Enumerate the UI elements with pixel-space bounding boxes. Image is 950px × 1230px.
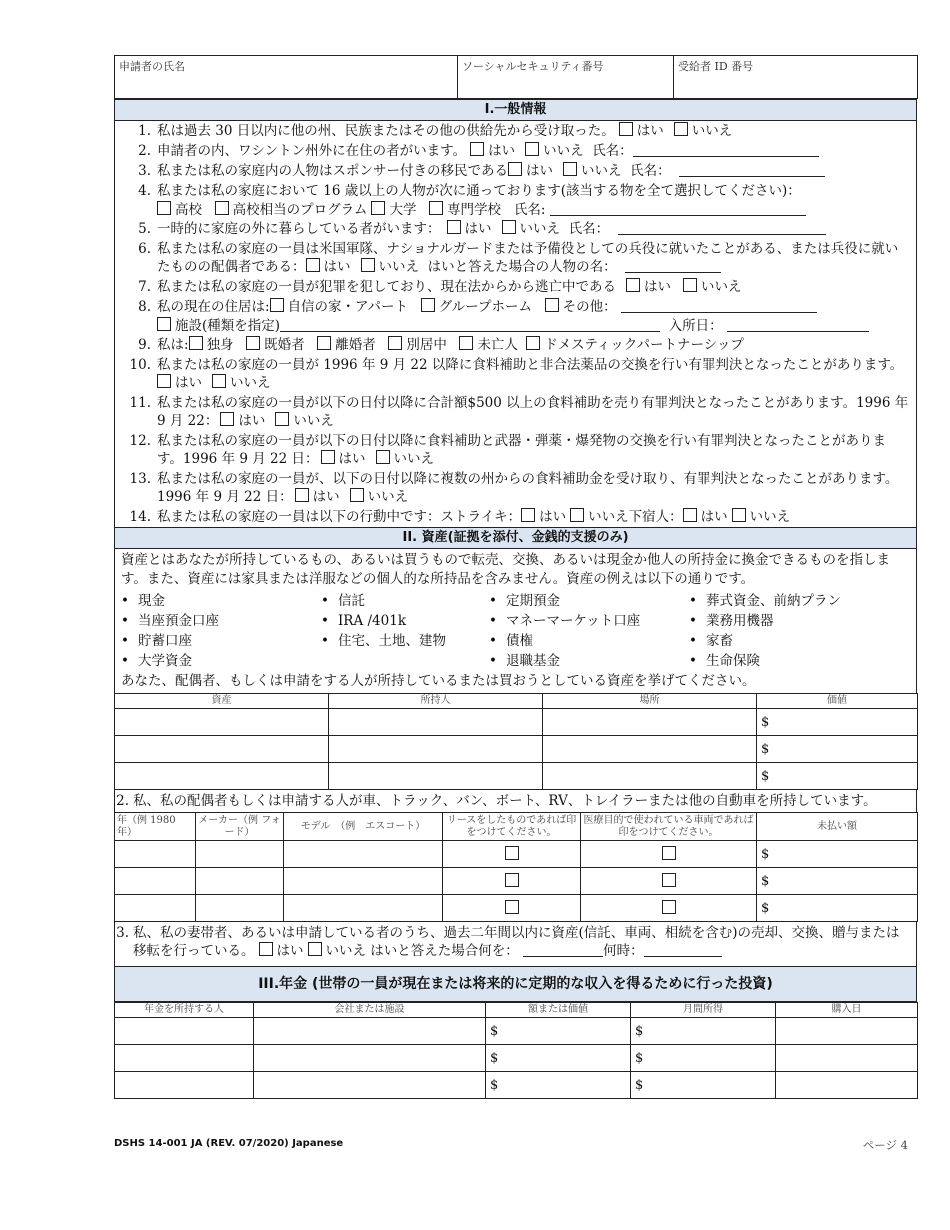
q12-no-checkbox[interactable] xyxy=(376,450,390,464)
question-2: 2. 申請者の内、ワシントン州外に在住の者がいます。 はい いいえ 氏名： xyxy=(115,141,916,161)
vehicle-row: $ xyxy=(115,895,918,922)
col-monthly-income: 月間所得 xyxy=(631,1003,776,1018)
q14-strike-no-checkbox[interactable] xyxy=(570,508,584,522)
leased-checkbox[interactable] xyxy=(505,900,519,914)
medical-checkbox[interactable] xyxy=(662,900,676,914)
q9-married-checkbox[interactable] xyxy=(246,336,260,350)
asset-example-item: • 債権 xyxy=(489,631,689,651)
col-model: モデル （例 エスコート） xyxy=(284,813,443,841)
leased-checkbox[interactable] xyxy=(505,873,519,887)
pension-table xyxy=(114,1002,918,1099)
q4-univ-checkbox[interactable] xyxy=(371,201,385,215)
q11-yes-checkbox[interactable] xyxy=(220,412,234,426)
assets-intro: 資産とはあなたが所持しているもの、あるいは買うもので転売、交換、あるいは現金か他人の所持金に換金できるものを指します。また、資産には家具または洋服などの個人的な所持品を含みません。資産の例えは以下の通りです。 xyxy=(121,552,890,587)
asset-example-item: • 生命保険 xyxy=(689,651,910,671)
client-id-field[interactable]: 受給者 ID 番号 xyxy=(674,56,918,99)
question-3: 3. 私または私の家庭内の人物はスポンサー付きの移民である はい いいえ 氏名： xyxy=(115,161,916,181)
asset-example-item: • 退職基金 xyxy=(489,651,689,671)
applicant-name-field[interactable]: 申請者の氏名 xyxy=(115,56,458,99)
asset-example-item: • 信託 xyxy=(321,591,489,611)
q10-yes-checkbox[interactable] xyxy=(157,374,171,388)
q14-lodger-yes-checkbox[interactable] xyxy=(683,508,697,522)
assets-prompt: あなた、配偶者、もしくは申請をする人が所持しているまたは買おうとしている資産を挙げてください。 xyxy=(121,673,756,689)
q8-group-checkbox[interactable] xyxy=(421,298,435,312)
asset-row: $ xyxy=(115,763,918,790)
q3-no-checkbox[interactable] xyxy=(563,162,577,176)
pension-row: $ $ xyxy=(115,1045,918,1072)
vehicle-row: $ xyxy=(115,841,918,868)
q8-home-checkbox[interactable] xyxy=(270,298,284,312)
q3-transfer-no-checkbox[interactable] xyxy=(308,942,322,956)
q9-single-checkbox[interactable] xyxy=(189,336,203,350)
q9-divorced-checkbox[interactable] xyxy=(317,336,331,350)
q5-name-line[interactable] xyxy=(618,222,826,235)
q4-voc-checkbox[interactable] xyxy=(429,201,443,215)
q8-date-line[interactable] xyxy=(727,319,869,332)
transfer-question: 3. 私、私の妻帯者、あるいは申請している者のうち、過去二年間以内に資産(信託、車両、相続を含む)の売却、交換、贈与または移転を行っている。 はい いいえ はいと答えた場合何を： 何時： xyxy=(114,922,917,966)
q2-no-checkbox[interactable] xyxy=(525,142,539,156)
section-1-title: I.一般情報 xyxy=(114,99,917,121)
form-id: DSHS 14-001 JA (REV. 07/2020) Japanese xyxy=(114,1138,344,1149)
q13-no-checkbox[interactable] xyxy=(350,488,364,502)
q14-strike-yes-checkbox[interactable] xyxy=(521,508,535,522)
medical-checkbox[interactable] xyxy=(662,873,676,887)
asset-example-item: • 定期預金 xyxy=(489,591,689,611)
col-year: 年（例 1980 年） xyxy=(115,813,196,841)
question-4-options: 高校 高校相当のプログラム 大学 専門学校 氏名: xyxy=(115,201,916,219)
question-9: 9. 私は: 独身 既婚者 離婚者 別居中 未亡人 ドメスティックパートナーシップ xyxy=(138,337,744,353)
q6-yes-checkbox[interactable] xyxy=(306,258,320,272)
question-10: 10. 私または私の家庭の一員が 1996 年 9 月 22 以降に食料補助と非合法薬品の交換を行い有罪判決となったことがあります。はい いいえ xyxy=(129,357,904,391)
question-8: 8. 私の現在の住居は: 自信の家・アパート グループホーム その他： xyxy=(115,297,916,317)
q6-no-checkbox[interactable] xyxy=(361,258,375,272)
col-amount: 額または価値 xyxy=(486,1003,631,1018)
asset-row: $ xyxy=(115,736,918,763)
col-asset: 資産 xyxy=(115,694,329,709)
col-pension-holder: 年金を所持する人 xyxy=(115,1003,254,1018)
transfer-when-line[interactable] xyxy=(644,944,722,957)
transfer-what-line[interactable] xyxy=(523,944,603,957)
q8-facility-checkbox[interactable] xyxy=(157,317,171,331)
q3-yes-checkbox[interactable] xyxy=(508,162,522,176)
q8-facility-line[interactable] xyxy=(280,319,660,332)
section-1 xyxy=(114,121,917,527)
asset-example-item: • 家畜 xyxy=(689,631,910,651)
asset-example-item: • 住宅、土地、建物 xyxy=(321,631,489,651)
pension-row: $ $ xyxy=(115,1072,918,1099)
col-medical: 医療目的で使われている車両であれば印をつけてください。 xyxy=(581,813,757,841)
section-3-title: III.年金 (世帯の一員が現在または将来的に定期的な収入を得るために行った投資) xyxy=(114,966,917,1002)
question-14: 14. 私または私の家庭の一員は以下の行動中です：ストライキ： はい いいえ下宿人： はい いいえ xyxy=(129,509,791,525)
q7-yes-checkbox[interactable] xyxy=(626,278,640,292)
col-location: 場所 xyxy=(543,694,757,709)
page-number: ページ 4 xyxy=(862,1138,908,1152)
q9-dp-checkbox[interactable] xyxy=(526,336,540,350)
vehicle-row: $ xyxy=(115,868,918,895)
q9-widowed-checkbox[interactable] xyxy=(459,336,473,350)
medical-checkbox[interactable] xyxy=(662,846,676,860)
q1-yes-checkbox[interactable] xyxy=(619,122,633,136)
vehicle-question: 2. 私、私の配偶者もしくは申請する人が車、トラック、バン、ボート、RV、トレイラーまたは他の自動車を所持しています。 xyxy=(114,790,917,812)
applicant-header xyxy=(114,55,918,99)
col-owner: 所持人 xyxy=(329,694,543,709)
assets-table xyxy=(114,693,918,790)
question-5: 5. 一時的に家庭の外に暮らしている者がいます： はい いいえ 氏名： xyxy=(115,219,916,239)
col-make: メーカー（例 フォード） xyxy=(196,813,284,841)
question-12: 12. 私または私の家庭の一員が以下の日付以降に食料補助と武器・弾薬・爆発物の交換を行い有罪判決となったことがあります。1996 年 9 月 22 日： はい いいえ xyxy=(129,433,886,467)
asset-example-item: • マネーマーケット口座 xyxy=(489,611,689,631)
q13-yes-checkbox[interactable] xyxy=(295,488,309,502)
col-value: 価値 xyxy=(757,694,918,709)
col-owed: 未払い額 xyxy=(757,813,918,841)
q3-transfer-yes-checkbox[interactable] xyxy=(259,942,273,956)
q9-separated-checkbox[interactable] xyxy=(388,336,402,350)
asset-example-item: • 葬式資金、前納プラン xyxy=(689,591,910,611)
q12-yes-checkbox[interactable] xyxy=(321,450,335,464)
q7-no-checkbox[interactable] xyxy=(683,278,697,292)
q14-lodger-no-checkbox[interactable] xyxy=(732,508,746,522)
q4-high-checkbox[interactable] xyxy=(157,201,171,215)
q2-yes-checkbox[interactable] xyxy=(470,142,484,156)
q11-no-checkbox[interactable] xyxy=(275,412,289,426)
q8-other-line[interactable] xyxy=(621,300,817,313)
asset-row: $ xyxy=(115,709,918,736)
section-2 xyxy=(114,549,917,693)
question-8-facility: 施設(種類を指定) 入所日： xyxy=(115,317,916,335)
q5-yes-checkbox[interactable] xyxy=(447,220,461,234)
question-4: 4. 私または私の家庭において 16 歳以上の人物が次に通っております(該当する物を全て選択してください)： xyxy=(138,183,801,199)
question-1: 1. 私は過去 30 日以内に他の州、民族またはその他の供給先から受け取った。 はい いいえ xyxy=(138,123,733,139)
question-11: 11. 私または私の家庭の一員が以下の日付以降に合計額$500 以上の食料補助を売り有罪判決となったことがあります。1996 年 9 月 22： はい いいえ xyxy=(129,395,909,429)
asset-example-item: • IRA /401k xyxy=(321,611,489,631)
asset-example-item: • 大学資金 xyxy=(121,651,321,671)
ssn-field[interactable]: ソーシャルセキュリティ番号 xyxy=(458,56,674,99)
pension-row: $ $ xyxy=(115,1018,918,1045)
section-2-title: II. 資産(証拠を添付、金銭的支援のみ) xyxy=(114,527,917,549)
q8-other-checkbox[interactable] xyxy=(545,298,559,312)
question-6: 6. 私または私の家庭の一員は米国軍隊、ナショナルガードまたは予備役としての兵役に就いたことがある、または兵役に就いたものの配偶者である： はい いいえ はいと答えた場合の人物の名： xyxy=(138,241,899,275)
asset-examples xyxy=(115,591,916,671)
q6-name-line[interactable] xyxy=(625,260,721,273)
col-purchase-date: 購入日 xyxy=(776,1003,918,1018)
asset-example-item: • 貯蓄口座 xyxy=(121,631,321,651)
question-7: 7. 私または私の家庭の一員が犯罪を犯しており、現在法からから逃亡中である はい いいえ xyxy=(138,279,742,295)
asset-example-item: • 現金 xyxy=(121,591,321,611)
question-13: 13. 私または私の家庭の一員が、以下の日付以降に複数の州からの食料補助金を受け取り、有罪判決となったことがあります。1996 年 9 月 22 日： はい いいえ xyxy=(129,471,899,505)
q3-name-line[interactable] xyxy=(679,164,825,177)
q1-no-checkbox[interactable] xyxy=(674,122,688,136)
col-leased: リースをしたものであれば印をつけてください。 xyxy=(443,813,581,841)
col-company: 会社または施設 xyxy=(254,1003,486,1018)
form-page xyxy=(114,55,917,1099)
q4-name-line[interactable] xyxy=(550,203,806,216)
vehicles-table xyxy=(114,812,918,922)
q4-equiv-checkbox[interactable] xyxy=(215,201,229,215)
q5-no-checkbox[interactable] xyxy=(502,220,516,234)
q10-no-checkbox[interactable] xyxy=(212,374,226,388)
asset-example-item: • 当座預金口座 xyxy=(121,611,321,631)
asset-example-item: • 業務用機器 xyxy=(689,611,910,631)
leased-checkbox[interactable] xyxy=(505,846,519,860)
q2-name-line[interactable] xyxy=(633,144,819,157)
